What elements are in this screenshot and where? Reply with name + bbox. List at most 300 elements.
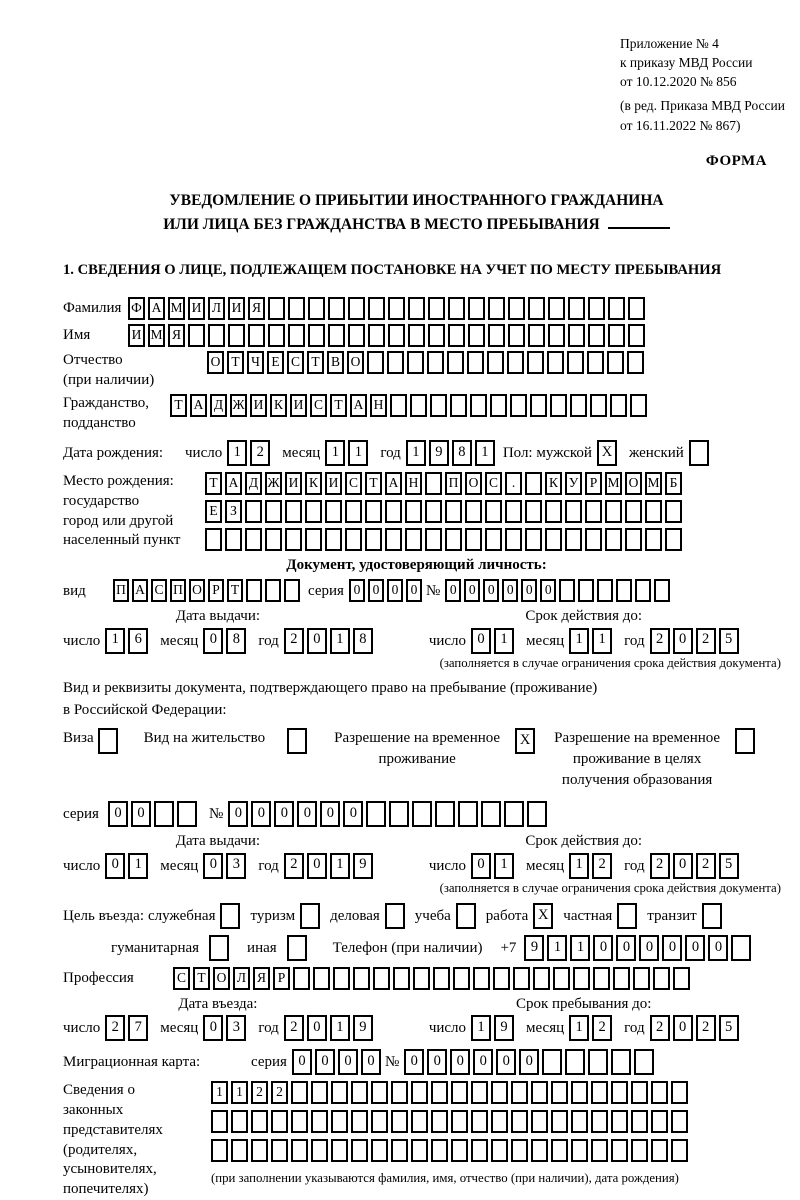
representative-char-box[interactable]: 1 bbox=[211, 1081, 228, 1104]
valid-month-box[interactable]: 1 bbox=[569, 853, 589, 879]
profession-char-box[interactable] bbox=[633, 967, 650, 990]
citizenship-char-box[interactable]: Н bbox=[370, 394, 387, 417]
patronymic-char-box[interactable] bbox=[467, 351, 484, 374]
doc-kind-char-box[interactable]: А bbox=[132, 579, 148, 602]
surname-char-box[interactable] bbox=[348, 297, 365, 320]
name-char-box[interactable] bbox=[268, 324, 285, 347]
doc-number-box[interactable]: 0 bbox=[464, 579, 480, 602]
birth-place-char-box[interactable]: И bbox=[325, 472, 342, 495]
birth-place-char-box[interactable]: М bbox=[605, 472, 622, 495]
surname-char-box[interactable] bbox=[448, 297, 465, 320]
representative-char-box[interactable] bbox=[271, 1110, 288, 1133]
surname-char-box[interactable] bbox=[608, 297, 625, 320]
surname-char-box[interactable] bbox=[548, 297, 565, 320]
birth-place-char-box[interactable]: Н bbox=[405, 472, 422, 495]
patronymic-char-box[interactable] bbox=[547, 351, 564, 374]
citizenship-char-box[interactable]: Д bbox=[210, 394, 227, 417]
birth-place-char-box[interactable] bbox=[305, 500, 322, 523]
profession-char-box[interactable] bbox=[493, 967, 510, 990]
birth-place-char-box[interactable] bbox=[665, 528, 682, 551]
valid-year-box[interactable]: 5 bbox=[719, 628, 739, 654]
patronymic-char-box[interactable]: Т bbox=[307, 351, 324, 374]
representative-char-box[interactable] bbox=[411, 1081, 428, 1104]
entry-year-box[interactable]: 1 bbox=[330, 1015, 350, 1041]
valid-month-box[interactable]: 1 bbox=[569, 628, 589, 654]
residence-permit-checkbox[interactable] bbox=[287, 728, 307, 754]
issue-day-box[interactable]: 1 bbox=[128, 853, 148, 879]
name-char-box[interactable] bbox=[428, 324, 445, 347]
representative-char-box[interactable]: 1 bbox=[231, 1081, 248, 1104]
profession-char-box[interactable] bbox=[433, 967, 450, 990]
profession-char-box[interactable] bbox=[673, 967, 690, 990]
doc-number-box[interactable] bbox=[597, 579, 613, 602]
representative-char-box[interactable] bbox=[611, 1081, 628, 1104]
birth-place-char-box[interactable]: А bbox=[385, 472, 402, 495]
birth-place-char-box[interactable]: С bbox=[345, 472, 362, 495]
stay-year-box[interactable]: 0 bbox=[673, 1015, 693, 1041]
surname-char-box[interactable]: И bbox=[228, 297, 245, 320]
phone-digit-box[interactable]: 0 bbox=[593, 935, 613, 961]
name-char-box[interactable] bbox=[408, 324, 425, 347]
citizenship-char-box[interactable] bbox=[390, 394, 407, 417]
name-char-box[interactable] bbox=[608, 324, 625, 347]
migration-series-box[interactable]: 0 bbox=[338, 1049, 358, 1075]
doc-number-box[interactable] bbox=[559, 579, 575, 602]
valid-year-box[interactable]: 5 bbox=[719, 853, 739, 879]
representative-char-box[interactable] bbox=[651, 1139, 668, 1162]
surname-char-box[interactable] bbox=[588, 297, 605, 320]
phone-digit-box[interactable]: 0 bbox=[616, 935, 636, 961]
representative-char-box[interactable] bbox=[511, 1081, 528, 1104]
representative-char-box[interactable] bbox=[671, 1110, 688, 1133]
patronymic-char-box[interactable]: О bbox=[347, 351, 364, 374]
phone-digit-box[interactable]: 1 bbox=[570, 935, 590, 961]
profession-char-box[interactable]: Р bbox=[273, 967, 290, 990]
representative-char-box[interactable] bbox=[351, 1081, 368, 1104]
birth-place-char-box[interactable]: К bbox=[545, 472, 562, 495]
birth-place-char-box[interactable] bbox=[565, 528, 582, 551]
citizenship-char-box[interactable] bbox=[550, 394, 567, 417]
temp-residence-edu-checkbox[interactable] bbox=[735, 728, 755, 754]
birth-month-box[interactable]: 1 bbox=[348, 440, 368, 466]
birth-place-char-box[interactable]: Т bbox=[205, 472, 222, 495]
profession-char-box[interactable] bbox=[293, 967, 310, 990]
birth-place-char-box[interactable] bbox=[625, 500, 642, 523]
profession-char-box[interactable]: Т bbox=[193, 967, 210, 990]
name-char-box[interactable]: М bbox=[148, 324, 165, 347]
birth-place-char-box[interactable] bbox=[325, 528, 342, 551]
stay-day-box[interactable]: 1 bbox=[471, 1015, 491, 1041]
representative-char-box[interactable] bbox=[291, 1110, 308, 1133]
birth-place-char-box[interactable]: З bbox=[225, 500, 242, 523]
patronymic-char-box[interactable]: Ч bbox=[247, 351, 264, 374]
representative-char-box[interactable] bbox=[571, 1081, 588, 1104]
citizenship-char-box[interactable] bbox=[410, 394, 427, 417]
representative-char-box[interactable] bbox=[551, 1110, 568, 1133]
surname-char-box[interactable] bbox=[268, 297, 285, 320]
citizenship-char-box[interactable]: Ж bbox=[230, 394, 247, 417]
residence-number-box[interactable] bbox=[504, 801, 524, 827]
other-purpose-checkbox[interactable] bbox=[287, 935, 307, 961]
patronymic-char-box[interactable] bbox=[627, 351, 644, 374]
patronymic-char-box[interactable] bbox=[487, 351, 504, 374]
name-char-box[interactable] bbox=[368, 324, 385, 347]
representative-char-box[interactable] bbox=[631, 1139, 648, 1162]
stay-year-box[interactable]: 2 bbox=[696, 1015, 716, 1041]
birth-place-char-box[interactable] bbox=[465, 528, 482, 551]
profession-char-box[interactable]: С bbox=[173, 967, 190, 990]
name-char-box[interactable] bbox=[568, 324, 585, 347]
representative-char-box[interactable] bbox=[451, 1110, 468, 1133]
name-char-box[interactable] bbox=[488, 324, 505, 347]
surname-char-box[interactable] bbox=[388, 297, 405, 320]
representative-char-box[interactable] bbox=[211, 1110, 228, 1133]
patronymic-char-box[interactable]: С bbox=[287, 351, 304, 374]
profession-char-box[interactable] bbox=[653, 967, 670, 990]
representative-char-box[interactable] bbox=[251, 1139, 268, 1162]
profession-char-box[interactable] bbox=[413, 967, 430, 990]
issue-year-box[interactable]: 9 bbox=[353, 853, 373, 879]
doc-kind-char-box[interactable] bbox=[284, 579, 300, 602]
profession-char-box[interactable]: Я bbox=[253, 967, 270, 990]
valid-day-box[interactable]: 1 bbox=[494, 628, 514, 654]
issue-year-box[interactable]: 1 bbox=[330, 628, 350, 654]
citizenship-char-box[interactable]: Т bbox=[170, 394, 187, 417]
surname-char-box[interactable] bbox=[428, 297, 445, 320]
profession-char-box[interactable] bbox=[533, 967, 550, 990]
valid-year-box[interactable]: 0 bbox=[673, 853, 693, 879]
migration-number-box[interactable] bbox=[542, 1049, 562, 1075]
profession-char-box[interactable] bbox=[353, 967, 370, 990]
migration-number-box[interactable] bbox=[588, 1049, 608, 1075]
private-checkbox[interactable] bbox=[617, 903, 637, 929]
name-char-box[interactable] bbox=[628, 324, 645, 347]
doc-number-box[interactable]: 0 bbox=[521, 579, 537, 602]
profession-char-box[interactable] bbox=[393, 967, 410, 990]
residence-number-box[interactable] bbox=[366, 801, 386, 827]
migration-number-box[interactable] bbox=[611, 1049, 631, 1075]
birth-place-char-box[interactable] bbox=[545, 500, 562, 523]
surname-char-box[interactable] bbox=[288, 297, 305, 320]
representative-char-box[interactable] bbox=[671, 1081, 688, 1104]
migration-number-box[interactable]: 0 bbox=[404, 1049, 424, 1075]
stay-year-box[interactable]: 5 bbox=[719, 1015, 739, 1041]
patronymic-char-box[interactable] bbox=[387, 351, 404, 374]
representative-char-box[interactable] bbox=[371, 1139, 388, 1162]
name-char-box[interactable]: Я bbox=[168, 324, 185, 347]
representative-char-box[interactable] bbox=[231, 1139, 248, 1162]
birth-year-box[interactable]: 1 bbox=[406, 440, 426, 466]
valid-year-box[interactable]: 2 bbox=[650, 853, 670, 879]
representative-char-box[interactable] bbox=[431, 1139, 448, 1162]
birth-place-char-box[interactable] bbox=[585, 528, 602, 551]
study-checkbox[interactable] bbox=[456, 903, 476, 929]
birth-place-char-box[interactable] bbox=[365, 500, 382, 523]
birth-place-char-box[interactable] bbox=[345, 528, 362, 551]
residence-number-box[interactable]: 0 bbox=[228, 801, 248, 827]
representative-char-box[interactable] bbox=[651, 1110, 668, 1133]
citizenship-char-box[interactable]: К bbox=[270, 394, 287, 417]
representative-char-box[interactable]: 2 bbox=[251, 1081, 268, 1104]
valid-day-box[interactable]: 0 bbox=[471, 628, 491, 654]
residence-number-box[interactable] bbox=[481, 801, 501, 827]
birth-place-char-box[interactable] bbox=[305, 528, 322, 551]
surname-char-box[interactable] bbox=[488, 297, 505, 320]
doc-number-box[interactable]: 0 bbox=[540, 579, 556, 602]
representative-char-box[interactable] bbox=[271, 1139, 288, 1162]
birth-place-char-box[interactable] bbox=[645, 500, 662, 523]
valid-month-box[interactable]: 1 bbox=[592, 628, 612, 654]
name-char-box[interactable] bbox=[348, 324, 365, 347]
representative-char-box[interactable] bbox=[571, 1110, 588, 1133]
doc-kind-char-box[interactable] bbox=[265, 579, 281, 602]
representative-char-box[interactable] bbox=[411, 1139, 428, 1162]
birth-place-char-box[interactable] bbox=[345, 500, 362, 523]
residence-series-box[interactable]: 0 bbox=[131, 801, 151, 827]
doc-kind-char-box[interactable]: Т bbox=[227, 579, 243, 602]
name-char-box[interactable] bbox=[328, 324, 345, 347]
migration-number-box[interactable] bbox=[565, 1049, 585, 1075]
residence-series-box[interactable]: 0 bbox=[108, 801, 128, 827]
representative-char-box[interactable] bbox=[531, 1139, 548, 1162]
birth-place-char-box[interactable]: Р bbox=[585, 472, 602, 495]
doc-number-box[interactable] bbox=[635, 579, 651, 602]
birth-place-char-box[interactable] bbox=[285, 528, 302, 551]
representative-char-box[interactable] bbox=[251, 1110, 268, 1133]
representative-char-box[interactable] bbox=[591, 1110, 608, 1133]
representative-char-box[interactable] bbox=[471, 1081, 488, 1104]
birth-month-box[interactable]: 1 bbox=[325, 440, 345, 466]
migration-series-box[interactable]: 0 bbox=[315, 1049, 335, 1075]
birth-place-char-box[interactable] bbox=[465, 500, 482, 523]
citizenship-char-box[interactable] bbox=[490, 394, 507, 417]
migration-number-box[interactable]: 0 bbox=[450, 1049, 470, 1075]
migration-number-box[interactable] bbox=[634, 1049, 654, 1075]
birth-place-char-box[interactable]: У bbox=[565, 472, 582, 495]
representative-char-box[interactable] bbox=[391, 1081, 408, 1104]
surname-char-box[interactable] bbox=[368, 297, 385, 320]
representative-char-box[interactable] bbox=[671, 1139, 688, 1162]
birth-place-char-box[interactable]: А bbox=[225, 472, 242, 495]
birth-place-char-box[interactable] bbox=[425, 528, 442, 551]
surname-char-box[interactable]: М bbox=[168, 297, 185, 320]
surname-char-box[interactable] bbox=[508, 297, 525, 320]
birth-place-char-box[interactable] bbox=[505, 500, 522, 523]
birth-place-char-box[interactable] bbox=[405, 528, 422, 551]
birth-place-char-box[interactable] bbox=[245, 528, 262, 551]
migration-number-box[interactable]: 0 bbox=[473, 1049, 493, 1075]
citizenship-char-box[interactable] bbox=[430, 394, 447, 417]
valid-year-box[interactable]: 2 bbox=[650, 628, 670, 654]
birth-day-box[interactable]: 1 bbox=[227, 440, 247, 466]
doc-kind-char-box[interactable]: О bbox=[189, 579, 205, 602]
profession-char-box[interactable] bbox=[593, 967, 610, 990]
humanitarian-checkbox[interactable] bbox=[209, 935, 229, 961]
name-char-box[interactable] bbox=[528, 324, 545, 347]
name-char-box[interactable] bbox=[208, 324, 225, 347]
work-checkbox[interactable]: X bbox=[533, 903, 553, 929]
representative-char-box[interactable] bbox=[371, 1081, 388, 1104]
entry-year-box[interactable]: 2 bbox=[284, 1015, 304, 1041]
issue-month-box[interactable]: 0 bbox=[203, 628, 223, 654]
doc-number-box[interactable]: 0 bbox=[483, 579, 499, 602]
entry-year-box[interactable]: 9 bbox=[353, 1015, 373, 1041]
representative-char-box[interactable] bbox=[491, 1081, 508, 1104]
official-checkbox[interactable] bbox=[220, 903, 240, 929]
stay-month-box[interactable]: 2 bbox=[592, 1015, 612, 1041]
issue-month-box[interactable]: 8 bbox=[226, 628, 246, 654]
profession-char-box[interactable]: Л bbox=[233, 967, 250, 990]
representative-char-box[interactable] bbox=[611, 1110, 628, 1133]
birth-place-char-box[interactable]: О bbox=[625, 472, 642, 495]
migration-series-box[interactable]: 0 bbox=[361, 1049, 381, 1075]
birth-place-char-box[interactable] bbox=[385, 500, 402, 523]
profession-char-box[interactable] bbox=[573, 967, 590, 990]
issue-year-box[interactable]: 0 bbox=[307, 628, 327, 654]
birth-place-char-box[interactable] bbox=[205, 528, 222, 551]
birth-place-char-box[interactable]: П bbox=[445, 472, 462, 495]
birth-place-char-box[interactable] bbox=[525, 472, 542, 495]
stay-year-box[interactable]: 2 bbox=[650, 1015, 670, 1041]
representative-char-box[interactable] bbox=[651, 1081, 668, 1104]
birth-place-char-box[interactable] bbox=[245, 500, 262, 523]
birth-year-box[interactable]: 9 bbox=[429, 440, 449, 466]
patronymic-char-box[interactable] bbox=[587, 351, 604, 374]
surname-char-box[interactable]: Ф bbox=[128, 297, 145, 320]
name-char-box[interactable] bbox=[508, 324, 525, 347]
birth-place-char-box[interactable] bbox=[425, 500, 442, 523]
birth-place-char-box[interactable] bbox=[445, 500, 462, 523]
profession-char-box[interactable] bbox=[613, 967, 630, 990]
citizenship-char-box[interactable] bbox=[630, 394, 647, 417]
birth-place-char-box[interactable] bbox=[545, 528, 562, 551]
residence-number-box[interactable] bbox=[458, 801, 478, 827]
patronymic-char-box[interactable] bbox=[427, 351, 444, 374]
profession-char-box[interactable] bbox=[513, 967, 530, 990]
birth-year-box[interactable]: 8 bbox=[452, 440, 472, 466]
surname-char-box[interactable] bbox=[568, 297, 585, 320]
name-char-box[interactable] bbox=[308, 324, 325, 347]
representative-char-box[interactable] bbox=[591, 1139, 608, 1162]
patronymic-char-box[interactable]: О bbox=[207, 351, 224, 374]
birth-place-char-box[interactable]: Б bbox=[665, 472, 682, 495]
representative-char-box[interactable] bbox=[431, 1110, 448, 1133]
representative-char-box[interactable] bbox=[511, 1110, 528, 1133]
patronymic-char-box[interactable] bbox=[527, 351, 544, 374]
citizenship-char-box[interactable] bbox=[470, 394, 487, 417]
citizenship-char-box[interactable]: И bbox=[290, 394, 307, 417]
representative-char-box[interactable] bbox=[351, 1139, 368, 1162]
doc-number-box[interactable] bbox=[616, 579, 632, 602]
birth-place-char-box[interactable] bbox=[525, 500, 542, 523]
entry-day-box[interactable]: 2 bbox=[105, 1015, 125, 1041]
name-char-box[interactable] bbox=[388, 324, 405, 347]
representative-char-box[interactable] bbox=[531, 1081, 548, 1104]
name-char-box[interactable] bbox=[228, 324, 245, 347]
doc-series-box[interactable]: 0 bbox=[406, 579, 422, 602]
doc-series-box[interactable]: 0 bbox=[368, 579, 384, 602]
profession-char-box[interactable] bbox=[553, 967, 570, 990]
doc-series-box[interactable]: 0 bbox=[349, 579, 365, 602]
representative-char-box[interactable] bbox=[631, 1110, 648, 1133]
representative-char-box[interactable] bbox=[451, 1081, 468, 1104]
birth-place-char-box[interactable] bbox=[565, 500, 582, 523]
residence-number-box[interactable] bbox=[389, 801, 409, 827]
citizenship-char-box[interactable]: С bbox=[310, 394, 327, 417]
residence-number-box[interactable] bbox=[435, 801, 455, 827]
male-checkbox[interactable]: X bbox=[597, 440, 617, 466]
representative-char-box[interactable] bbox=[311, 1110, 328, 1133]
stay-day-box[interactable]: 9 bbox=[494, 1015, 514, 1041]
patronymic-char-box[interactable] bbox=[447, 351, 464, 374]
birth-place-char-box[interactable] bbox=[525, 528, 542, 551]
phone-digit-box[interactable]: 0 bbox=[639, 935, 659, 961]
patronymic-char-box[interactable] bbox=[367, 351, 384, 374]
entry-day-box[interactable]: 7 bbox=[128, 1015, 148, 1041]
representative-char-box[interactable] bbox=[471, 1139, 488, 1162]
birth-day-box[interactable]: 2 bbox=[250, 440, 270, 466]
patronymic-char-box[interactable] bbox=[407, 351, 424, 374]
representative-char-box[interactable] bbox=[591, 1081, 608, 1104]
surname-char-box[interactable]: Я bbox=[248, 297, 265, 320]
representative-char-box[interactable] bbox=[311, 1139, 328, 1162]
doc-series-box[interactable]: 0 bbox=[387, 579, 403, 602]
birth-place-char-box[interactable]: Е bbox=[205, 500, 222, 523]
phone-digit-box[interactable] bbox=[731, 935, 751, 961]
citizenship-char-box[interactable]: А bbox=[350, 394, 367, 417]
birth-place-char-box[interactable] bbox=[485, 528, 502, 551]
residence-number-box[interactable]: 0 bbox=[343, 801, 363, 827]
residence-number-box[interactable]: 0 bbox=[297, 801, 317, 827]
birth-place-char-box[interactable] bbox=[665, 500, 682, 523]
valid-month-box[interactable]: 2 bbox=[592, 853, 612, 879]
surname-char-box[interactable]: Л bbox=[208, 297, 225, 320]
citizenship-char-box[interactable] bbox=[530, 394, 547, 417]
issue-year-box[interactable]: 2 bbox=[284, 628, 304, 654]
citizenship-char-box[interactable]: И bbox=[250, 394, 267, 417]
citizenship-char-box[interactable] bbox=[610, 394, 627, 417]
issue-day-box[interactable]: 6 bbox=[128, 628, 148, 654]
birth-place-char-box[interactable] bbox=[405, 500, 422, 523]
representative-char-box[interactable] bbox=[431, 1081, 448, 1104]
representative-char-box[interactable] bbox=[551, 1139, 568, 1162]
entry-month-box[interactable]: 0 bbox=[203, 1015, 223, 1041]
issue-year-box[interactable]: 1 bbox=[330, 853, 350, 879]
entry-month-box[interactable]: 3 bbox=[226, 1015, 246, 1041]
entry-year-box[interactable]: 0 bbox=[307, 1015, 327, 1041]
representative-char-box[interactable] bbox=[491, 1139, 508, 1162]
surname-char-box[interactable] bbox=[408, 297, 425, 320]
surname-char-box[interactable] bbox=[468, 297, 485, 320]
birth-place-char-box[interactable]: Т bbox=[365, 472, 382, 495]
representative-char-box[interactable] bbox=[391, 1139, 408, 1162]
issue-year-box[interactable]: 0 bbox=[307, 853, 327, 879]
doc-kind-char-box[interactable]: Р bbox=[208, 579, 224, 602]
name-char-box[interactable] bbox=[188, 324, 205, 347]
profession-char-box[interactable] bbox=[453, 967, 470, 990]
representative-char-box[interactable] bbox=[291, 1139, 308, 1162]
birth-place-char-box[interactable]: О bbox=[465, 472, 482, 495]
issue-year-box[interactable]: 2 bbox=[284, 853, 304, 879]
birth-place-char-box[interactable]: М bbox=[645, 472, 662, 495]
visa-checkbox[interactable] bbox=[98, 728, 118, 754]
representative-char-box[interactable] bbox=[291, 1081, 308, 1104]
representative-char-box[interactable] bbox=[311, 1081, 328, 1104]
residence-number-box[interactable]: 0 bbox=[320, 801, 340, 827]
birth-place-char-box[interactable] bbox=[605, 528, 622, 551]
temp-residence-checkbox[interactable]: X bbox=[515, 728, 535, 754]
doc-kind-char-box[interactable]: П bbox=[170, 579, 186, 602]
